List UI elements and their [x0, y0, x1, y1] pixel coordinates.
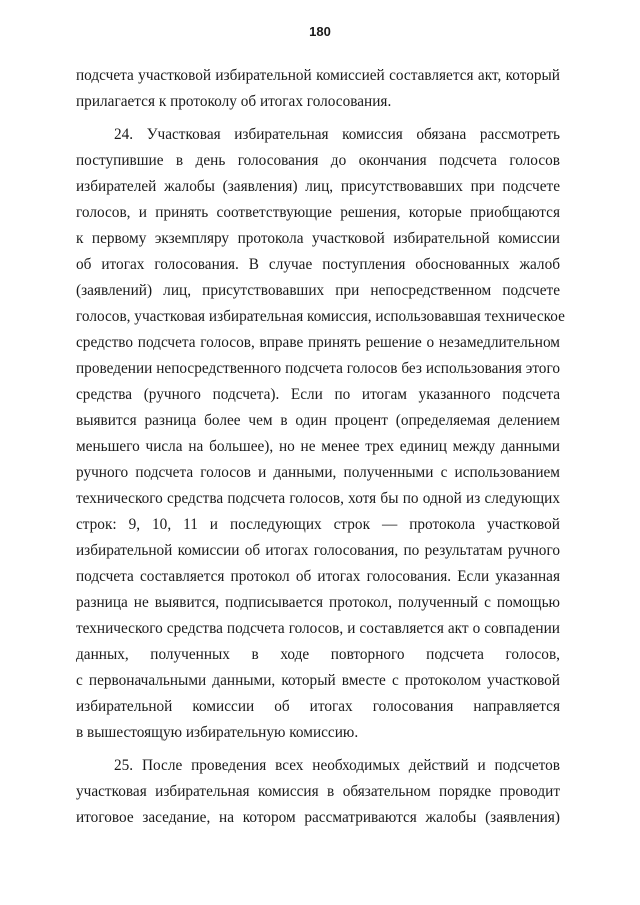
text-line: разница не выявится, подписывается протокол, полученный с помощью [76, 594, 560, 611]
text-line: 25. После проведения всех необходимых действий и подсчетов [114, 757, 560, 774]
text-line: средство подсчета голосов, вправе принять решение о незамедлительном [76, 334, 560, 351]
text-line: проведении непосредственного подсчета голосов без использования этого [76, 360, 560, 377]
document-body [76, 63, 565, 831]
text-line: избирательной комиссии об итогах голосования направляется [76, 698, 560, 715]
text-line: технического средства подсчета голосов, хотя бы по одной из следующих [76, 490, 560, 507]
text-line: об итогах голосования. В случае поступления обоснованных жалоб [76, 256, 560, 273]
text-line: подсчета участковой избирательной комиссией составляется акт, который [76, 67, 560, 84]
text-line: участковая избирательная комиссия в обязательном порядке проводит [76, 783, 560, 800]
paragraph-item-24 [76, 122, 565, 746]
text-line: итоговое заседание, на котором рассматриваются жалобы (заявления) [76, 809, 560, 826]
text-line: избирательной комиссии об итогах голосования, по результатам ручного [76, 542, 560, 559]
text-line: к первому экземпляру протокола участковой избирательной комиссии [76, 230, 560, 247]
text-line: избирателей жалобы (заявления) лиц, присутствовавших при подсчете [76, 178, 560, 195]
text-line: выявится разница более чем в один процент (определяемая делением [76, 412, 560, 429]
page-number: 180 [309, 24, 331, 39]
text-line: с первоначальными данными, который вместе с протоколом участковой [76, 672, 560, 689]
text-line: поступившие в день голосования до окончания подсчета голосов [76, 152, 560, 169]
text-line: 24. Участковая избирательная комиссия обязана рассмотреть [114, 126, 560, 143]
text-line: средства (ручного подсчета). Если по итогам указанного подсчета [76, 386, 560, 403]
paragraph-item-25 [76, 753, 560, 831]
text-line: (заявлений) лиц, присутствовавших при непосредственном подсчете [76, 282, 560, 299]
text-line: голосов, и принять соответствующие решения, которые приобщаются [76, 204, 560, 221]
paragraph-continuation [76, 63, 560, 115]
text-line: данных, полученных в ходе повторного подсчета голосов, [76, 646, 560, 663]
text-line: меньшего числа на большее), но не менее трех единиц между данными [76, 438, 560, 455]
text-line: технического средства подсчета голосов, и составляется акт о совпадении [76, 620, 560, 637]
text-line: в вышестоящую избирательную комиссию. [76, 724, 359, 741]
text-line: подсчета составляется протокол об итогах голосования. Если указанная [76, 568, 560, 585]
text-line: голосов, участковая избирательная комиссия, использовавшая техническое [76, 308, 565, 325]
text-line: строк: 9, 10, 11 и последующих строк — протокола участковой [76, 516, 560, 533]
text-line: прилагается к протоколу об итогах голосования. [76, 93, 392, 110]
text-line: ручного подсчета голосов и данными, полученными с использованием [76, 464, 560, 481]
